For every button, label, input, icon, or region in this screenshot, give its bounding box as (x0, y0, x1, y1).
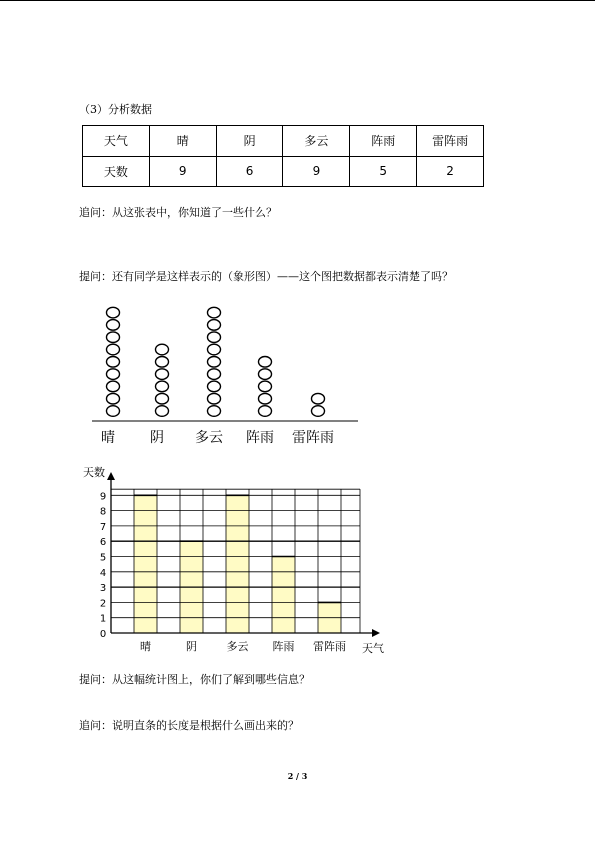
table-cell: 5 (350, 156, 417, 187)
y-axis-title: 天数 (83, 466, 105, 479)
x-tick-label: 阴 (186, 640, 197, 653)
question-1: 追问：从这张表中，你知道了一些什么？ (79, 206, 277, 219)
y-axis-arrow-icon (107, 472, 115, 480)
y-tick-label: 4 (99, 567, 107, 579)
pictograph-label: 晴 (101, 430, 115, 446)
question-2: 提问：还有同学是这样表示的（象形图）——这个图把数据都表示清楚了吗？ (79, 270, 453, 283)
table-cell: 雷阵雨 (417, 126, 484, 157)
table-cell: 阴 (216, 126, 283, 157)
question-3: 提问：从这幅统计图上，你们了解到哪些信息？ (79, 673, 310, 686)
table-cell: 2 (417, 156, 484, 187)
pictograph-label: 多云 (195, 430, 223, 446)
table-cell: 阵雨 (350, 126, 417, 157)
x-axis-arrow-icon (372, 629, 380, 637)
y-tick-label: 5 (99, 552, 107, 564)
table-cell: 9 (283, 156, 350, 187)
y-tick-label: 7 (99, 521, 107, 533)
chart-bar (134, 495, 157, 633)
pictograph-label: 阵雨 (246, 430, 274, 446)
pictograph-label: 雷阵雨 (292, 430, 334, 446)
y-tick-label: 2 (99, 598, 107, 610)
pictograph-label: 阴 (150, 430, 164, 446)
y-tick-label: 3 (99, 583, 107, 595)
x-tick-label: 阵雨 (272, 640, 295, 653)
x-axis-title: 天气 (362, 642, 384, 655)
x-tick-label: 晴 (140, 640, 151, 653)
page-number: 2 / 3 (287, 771, 308, 781)
table-cell: 晴 (149, 126, 216, 157)
y-tick-label: 9 (99, 491, 107, 503)
y-tick-label: 1 (99, 613, 107, 625)
chart-bar (272, 557, 295, 634)
x-tick-label: 雷阵雨 (313, 640, 346, 653)
section-heading: （3）分析数据 (79, 103, 152, 116)
table-cell: 多云 (283, 126, 350, 157)
table-cell: 9 (149, 156, 216, 187)
table-cell: 天气 (83, 126, 150, 157)
question-4: 追问：说明直条的长度是根据什么画出来的？ (79, 719, 299, 732)
x-tick-label: 多云 (226, 640, 249, 653)
y-tick-label: 0 (99, 629, 107, 640)
chart-bar (226, 495, 249, 633)
y-tick-label: 8 (99, 506, 107, 518)
table-cell: 天数 (83, 156, 150, 187)
table-cell: 6 (216, 156, 283, 187)
y-tick-label: 6 (99, 537, 107, 549)
